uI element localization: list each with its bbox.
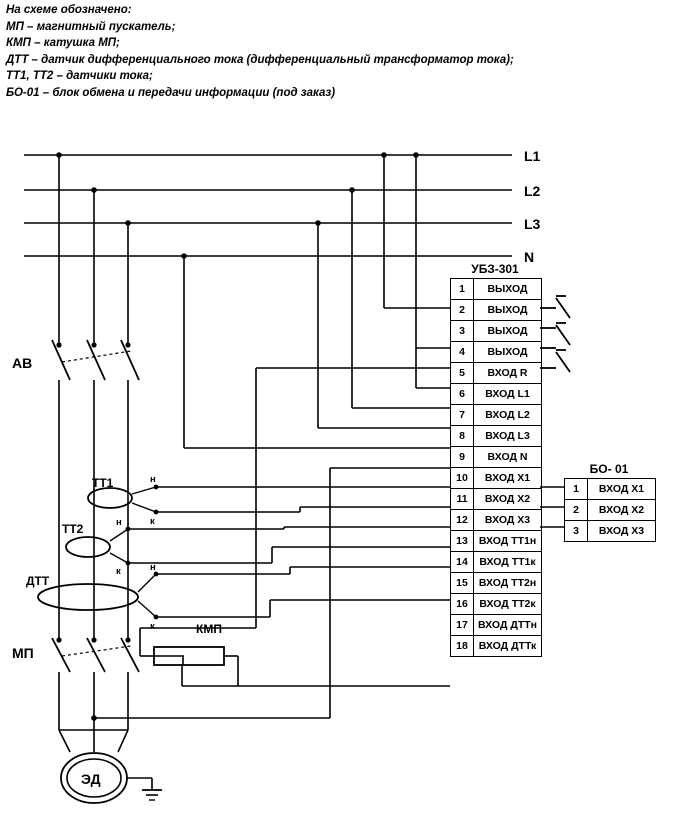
ubz-terminal-row <box>451 467 541 488</box>
ubz-terminal-row <box>451 341 541 362</box>
ct-secondary-leads <box>110 487 156 617</box>
ubz-terminal-row <box>451 551 541 572</box>
ubz-terminal-number: 9 <box>451 447 474 467</box>
dtt-lead-n <box>138 574 156 592</box>
label-tt1-n: н <box>150 474 156 485</box>
node-l3-drop <box>125 220 131 226</box>
ct-wiring <box>128 487 450 617</box>
ubz-terminal-number: 1 <box>451 279 474 299</box>
bo01-title: БО- 01 <box>589 462 629 476</box>
node-bus-n <box>181 253 187 259</box>
motor-ground <box>127 778 162 800</box>
node-bus-l1-a <box>381 152 387 158</box>
dtt-lead-k <box>138 601 156 617</box>
legend-line-4: БО-01 – блок обмена и передачи информации (под заказ) <box>6 86 336 99</box>
tt1-lead-n <box>132 487 156 494</box>
ubz-terminal-number: 16 <box>451 594 474 614</box>
label-tt2-n: н <box>116 517 122 528</box>
ubz-terminal-row <box>451 299 541 320</box>
mp-blade-1 <box>52 638 70 672</box>
tt1-lead-k <box>132 503 156 512</box>
output-contacts <box>540 296 570 372</box>
ct-tt2 <box>62 522 110 557</box>
phase-drop-lines <box>59 155 128 752</box>
ubz-terminal-label: ВЫХОД <box>487 304 528 316</box>
bus-label-l3: L3 <box>524 216 541 232</box>
starter-mp <box>52 638 139 672</box>
bus-label-l1: L1 <box>524 148 541 164</box>
label-motor: ЭД <box>81 771 101 787</box>
ubz-terminal-label: ВХОД Х3 <box>484 514 531 526</box>
bo-terminal-label: ВХОД Х2 <box>598 504 645 516</box>
contact-1-blade <box>556 298 570 318</box>
label-mp: МП <box>12 645 34 661</box>
ubz301-block <box>450 262 542 657</box>
legend-title: На схеме обозначено: <box>6 4 132 16</box>
ubz-terminal-number: 5 <box>451 363 474 383</box>
ubz-terminal-number: 18 <box>451 636 474 656</box>
ubz-terminal-row <box>451 383 541 404</box>
label-tt1-k: к <box>150 516 155 527</box>
ubz-terminal-number: 12 <box>451 510 474 530</box>
ubz-terminal-row <box>451 279 541 299</box>
ubz-terminal-number: 6 <box>451 384 474 404</box>
ubz-terminal-row <box>451 572 541 593</box>
contact-2-blade <box>556 325 570 345</box>
bo-terminal-label: ВХОД Х1 <box>598 483 645 495</box>
bo01-terminal-list <box>564 478 656 542</box>
ubz-terminal-row <box>451 593 541 614</box>
ubz-terminal-label: ВХОД Х2 <box>484 493 531 505</box>
bo-terminal-number: 2 <box>565 500 588 520</box>
ubz301-terminal-list <box>450 278 542 657</box>
mp-node-2 <box>91 637 96 642</box>
ubz-terminal-number: 15 <box>451 573 474 593</box>
node-bus-l2 <box>349 187 355 193</box>
tt2-lead-k <box>110 553 128 563</box>
ubz-terminal-label: ВХОД N <box>487 451 528 463</box>
node-l2-drop <box>91 187 97 193</box>
ubz-terminal-label: ВХОД ТТ1к <box>479 556 536 568</box>
node-l1-drop <box>56 152 62 158</box>
ubz-terminal-row <box>451 488 541 509</box>
ubz-terminal-row <box>451 404 541 425</box>
ubz-terminal-number: 10 <box>451 468 474 488</box>
ubz-terminal-row <box>451 635 541 656</box>
motor-lead-left <box>59 730 70 752</box>
bo-terminal-row <box>565 499 655 520</box>
ubz301-title: УБЗ-301 <box>471 262 519 276</box>
ubz-terminal-row <box>451 530 541 551</box>
legend-line-0: МП – магнитный пускатель; <box>6 20 176 33</box>
motor-symbol <box>61 753 127 803</box>
ubz-terminal-row <box>451 509 541 530</box>
ubz-terminal-label: ВХОД ТТ2к <box>479 598 536 610</box>
ubz-terminal-number: 17 <box>451 615 474 635</box>
mp-blade-3 <box>121 638 139 672</box>
bus-label-n: N <box>524 249 535 265</box>
bo01-wiring <box>540 487 564 527</box>
motor-lead-right <box>118 730 128 752</box>
ubz-terminal-number: 13 <box>451 531 474 551</box>
tt2-lead-n <box>110 529 128 541</box>
ubz-terminal-number: 14 <box>451 552 474 572</box>
bo-terminal-number: 1 <box>565 479 588 499</box>
bo-terminal-row <box>565 520 655 541</box>
ubz-terminal-row <box>451 320 541 341</box>
label-tt2: ТТ2 <box>62 522 84 536</box>
ubz-terminal-label: ВХОД ТТ1н <box>478 535 537 547</box>
bus-label-l2: L2 <box>524 183 541 199</box>
node-bus-l1-b <box>413 152 419 158</box>
label-kmp: КМП <box>196 622 222 636</box>
ubz-terminal-number: 11 <box>451 489 474 509</box>
bo01-block <box>564 462 656 542</box>
ubz-terminal-label: ВХОД ДТТк <box>478 640 537 652</box>
bo-terminal-row <box>565 479 655 499</box>
ubz-terminal-label: ВХОД ДТТн <box>478 619 537 631</box>
ubz-terminal-label: ВХОД Х1 <box>484 472 531 484</box>
ubz-terminal-row <box>451 362 541 383</box>
label-dtt: ДТТ <box>26 574 50 588</box>
node-bus-l3 <box>315 220 321 226</box>
ubz-terminal-row <box>451 446 541 467</box>
legend-line-1: КМП – катушка МП; <box>6 37 120 49</box>
legend-line-2: ДТТ – датчик дифференциального тока (дифференциальный трансформатор тока); <box>6 53 514 66</box>
label-tt1: ТТ1 <box>92 476 114 490</box>
dtt-core <box>38 584 138 610</box>
label-dtt-n: н <box>150 562 156 573</box>
ubz-terminal-number: 2 <box>451 300 474 320</box>
label-av: АВ <box>12 355 33 371</box>
ubz-terminal-label: ВХОД L2 <box>485 409 530 421</box>
legend-line-3: ТТ1, ТТ2 – датчики тока; <box>6 70 153 82</box>
supply-bus-lines <box>24 155 512 256</box>
ubz-terminal-number: 3 <box>451 321 474 341</box>
ct-dtt <box>26 574 138 610</box>
label-dtt-k: к <box>150 621 155 632</box>
ubz-terminal-label: ВХОД R <box>487 367 528 379</box>
control-wiring <box>94 155 450 718</box>
av-node-1 <box>56 342 61 347</box>
ubz-terminal-label: ВХОД L1 <box>485 388 530 400</box>
ubz-terminal-label: ВЫХОД <box>487 283 528 295</box>
bo-terminal-label: ВХОД Х3 <box>598 525 645 537</box>
ubz-terminal-label: ВЫХОД <box>487 325 528 337</box>
contact-3-blade <box>556 352 570 372</box>
mp-blade-2 <box>87 638 105 672</box>
av-node-2 <box>91 342 96 347</box>
ubz-terminal-row <box>451 425 541 446</box>
ubz-terminal-label: ВХОД ТТ2н <box>478 577 537 589</box>
node-motor-sense <box>91 715 97 721</box>
ubz-terminal-label: ВХОД L3 <box>485 430 530 442</box>
mp-node-3 <box>125 637 130 642</box>
ubz-terminal-row <box>451 614 541 635</box>
ubz-terminal-number: 8 <box>451 426 474 446</box>
ubz-terminal-number: 7 <box>451 405 474 425</box>
label-tt2-k: к <box>116 566 121 577</box>
ubz-terminal-number: 4 <box>451 342 474 362</box>
ubz-terminal-label: ВЫХОД <box>487 346 528 358</box>
tt2-core <box>66 537 110 557</box>
kmp-wiring <box>140 628 450 686</box>
mp-node-1 <box>56 637 61 642</box>
bo-terminal-number: 3 <box>565 521 588 541</box>
av-node-3 <box>125 342 130 347</box>
